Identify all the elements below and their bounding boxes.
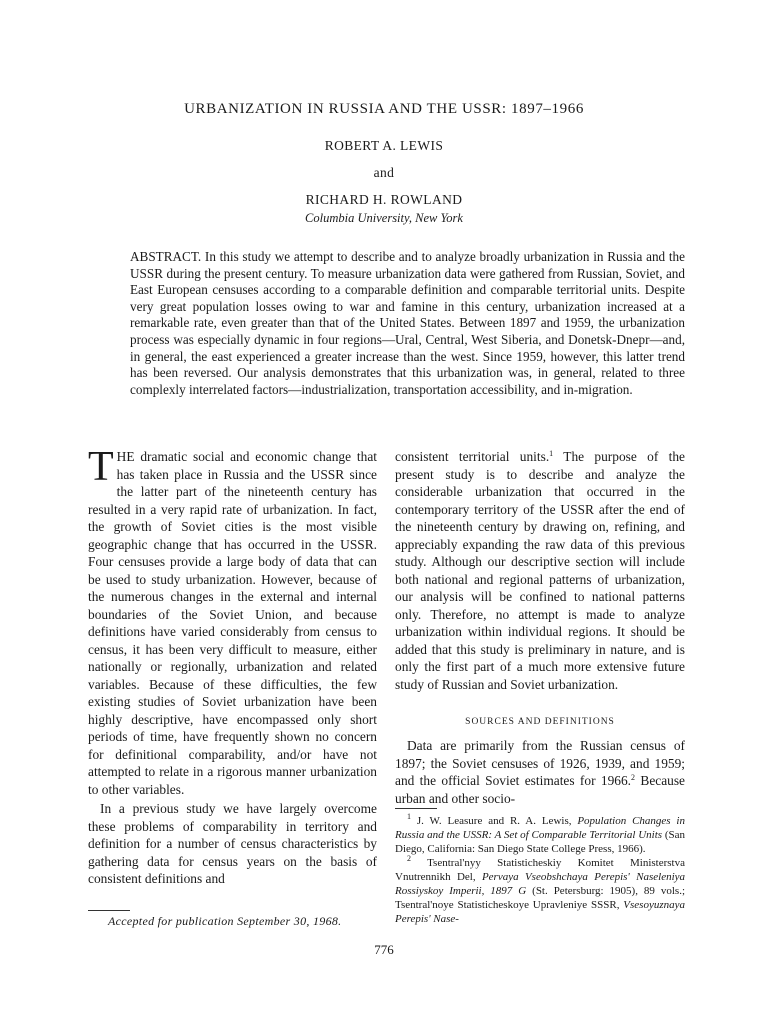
author-conjunction: and xyxy=(373,165,395,180)
purpose-paragraph: consistent territorial units.$^1$ The purpose of the present study is to describe and analyze the considerable urbanization that occurred in the contemporary territory of the USSR after the end of the nineteenth century by drawing on, refining, and appreciably expanding the raw data of this previous study. Although our descriptive section will include both national and regional patterns of urbanization, our analysis will be confined to national patterns only. Therefore, no attempt is made to analyze urbanization within individual regions. It should be added that this study is preliminary in nature, and is only the first part of a much more extensive future study of Russian and Soviet urbanization. xyxy=(395,449,685,692)
previous-study-paragraph: In a previous study we have largely overcome these problems of comparability in territory and definition for a number of census characteristics by gathering data for census years on the basis of consistent definitions and xyxy=(88,801,377,886)
article-title: URBANIZATION IN RUSSIA AND THE USSR: 1897–1966 xyxy=(184,101,584,117)
acceptance-note: Accepted for publication September 30, 1968. xyxy=(108,914,342,928)
footnote-rule-left xyxy=(88,910,130,911)
affiliation: Columbia University, New York xyxy=(305,211,463,225)
abstract: ABSTRACT. In this study we attempt to describe and to analyze broadly urbanization in Russia and the USSR during the present century. To measure urbanization data were gathered from Russian, Soviet, and East European censuses according to a comparable definition and comparable territorial units. Despite very great population losses owing to war and famine in this century, urbanization increased at a remarkable rate, even greater than that of the United States. Between 1897 and 1959, the urbanization process was especially dynamic in four regions—Ural, Central, West Siberia, and Donetsk-Dnepr—and, in general, the east experienced a greater increase than the west. Since 1959, however, this latter trend has been reversed. Our analysis demonstrates that this urbanization was, in general, related to three complexly interrelated factors—industrialization, transportation accessibility, and in-migration. xyxy=(130,249,685,397)
sources-paragraph: Data are primarily from the Russian census of 1897; the Soviet censuses of 1926, 1939, and 1959; and the official Soviet estimates for 1966.$^2$ Because urban and other socio- xyxy=(395,738,685,806)
right-column-sources xyxy=(395,737,685,807)
footnote-2: $^2$ Tsentral'nyy Statisticheskiy Komitet Ministerstva Vnutrennikh Del, Pervaya Vseobshchaya Perepis' Naseleniya Rossiyskoy Imperii, 1897 G (St. Petersburg: 1905), 89 vols.; Tsentral'noye Statisticheskoye Upravleniye SSSR, Vsesoyuznaya Perepis' Nase- xyxy=(395,854,686,925)
footnote-ref-2[interactable]: 2 xyxy=(631,773,636,782)
drop-cap: T xyxy=(88,444,114,490)
footnote-ref-1[interactable]: 1 xyxy=(549,449,554,458)
footnotes xyxy=(395,814,685,926)
section-heading: SOURCES AND DEFINITIONS xyxy=(465,717,615,727)
author-1: ROBERT A. LEWIS xyxy=(324,138,444,153)
footnote-rule-right xyxy=(395,808,437,809)
page-number: 776 xyxy=(374,942,394,957)
right-column-top xyxy=(395,448,685,693)
left-column xyxy=(88,444,377,888)
author-2: RICHARD H. ROWLAND xyxy=(305,192,463,207)
footnote-1: $^1$ J. W. Leasure and R. A. Lewis, Population Changes in Russia and the USSR: A Set of Comparable Territorial Units (San Diego, California: San Diego State College Press, 1966). xyxy=(395,812,685,855)
intro-paragraph: HE dramatic social and economic change that has taken place in Russia and the USSR since the latter part of the nineteenth century has resulted in a very rapid rate of urbanization. In fact, the growth of Soviet cities is the most visible geographic change that has occurred in the USSR. Four censuses provide a large body of data that can be used to study urbanization. However, because of the numerous changes in the external and internal boundaries of the Soviet Union, and because definitions have varied considerably from census to census, it has been very difficult to measure, either nationally or regionally, urbanization and related variables. Because of these difficulties, the few existing studies of Soviet urbanization have been highly descriptive, have encompassed only short periods of time, have frequently shown no concern for definitional comparability, and/or have not attempted to relate in a rigorous manner urbanization to other variables. xyxy=(88,449,377,797)
